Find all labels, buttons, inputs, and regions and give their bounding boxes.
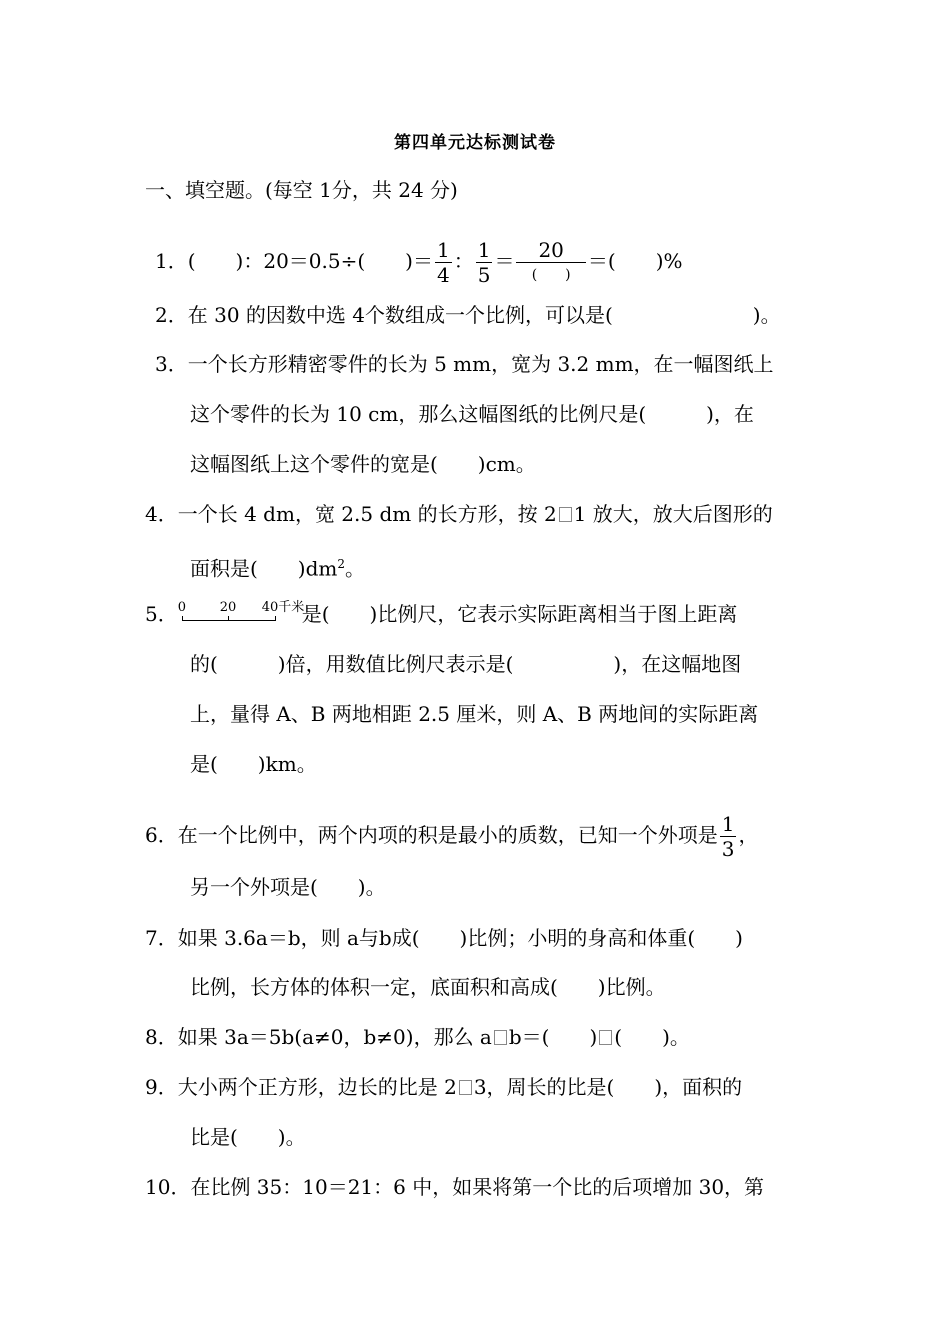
question-number: 7． (145, 926, 178, 950)
question-3-line-2: 这个零件的长为 10 cm，那么这幅图纸的比例尺是( )，在 (190, 402, 754, 426)
question-9 (145, 1073, 742, 1101)
question-text: 如果 3.6a＝b，则 a与b成( )比例；小明的身高和体重( ) (177, 926, 743, 950)
question-number: 5． (145, 602, 178, 626)
question-8 (145, 1023, 690, 1051)
question-text: 在一个比例中，两个内项的积是最小的质数，已知一个外项是 (177, 823, 718, 847)
question-6 (145, 812, 758, 861)
question-7 (145, 924, 743, 952)
colon: ： (453, 249, 474, 273)
superscript: 2 (337, 557, 346, 571)
ratio-colon-box (559, 507, 572, 522)
fraction-1-3: $\frac{1}{3}$ (721, 812, 735, 861)
ratio-colon-box (459, 1080, 472, 1095)
question-5 (145, 600, 737, 628)
question-text: 面积是( )dm (190, 556, 338, 581)
question-text: 3，周长的比是( )，面积的 (473, 1075, 743, 1099)
question-3 (155, 350, 774, 378)
question-text: 一个长 4 dm，宽 2.5 dm 的长方形，按 2 (177, 502, 557, 526)
question-text: 。 (345, 556, 366, 581)
ratio-colon-box (599, 1030, 612, 1045)
question-text: 是( )比例尺，它表示实际距离相当于图上距离 (301, 602, 738, 626)
question-4-line-2 (190, 550, 365, 583)
question-text: ， (738, 823, 759, 847)
question-2 (155, 301, 781, 329)
ratio-colon-box (494, 1030, 507, 1045)
question-number: 10． (145, 1175, 191, 1199)
fraction-1-4: $\frac{1}{4}$ (436, 238, 450, 287)
question-number: 2． (155, 303, 188, 327)
question-4 (145, 500, 773, 528)
question-5-line-3: 上，量得 A、B 两地相距 2.5 厘米，则 A、B 两地间的实际距离 (190, 702, 759, 726)
question-3-line-3: 这幅图纸上这个零件的宽是( )cm。 (190, 452, 536, 476)
question-7-line-2: 比例，长方体的体积一定，底面积和高成( )比例。 (190, 975, 666, 999)
question-text: b＝( ) (508, 1025, 598, 1049)
line-scale-ruler (177, 600, 305, 628)
equals: ＝ (494, 249, 515, 273)
question-number: 6． (145, 823, 178, 847)
question-number: 8． (145, 1025, 178, 1049)
question-number: 9． (145, 1075, 178, 1099)
question-text: 在比例 35：10＝21：6 中，如果将第一个比的后项增加 30，第 (190, 1175, 765, 1199)
question-number: 3． (155, 352, 188, 376)
question-10 (145, 1173, 764, 1201)
scale-label-40: 40千米 (261, 600, 305, 615)
question-text: 一个长方形精密零件的长为 5 mm，宽为 3.2 mm，在一幅图纸上 (187, 352, 774, 376)
question-text: 大小两个正方形，边长的比是 2 (177, 1075, 457, 1099)
scale-bar (182, 616, 276, 621)
fraction-1-5: $\frac{1}{5}$ (477, 238, 491, 287)
question-6-line-2: 另一个外项是( )。 (190, 875, 386, 899)
scale-label-0: 0 (177, 600, 187, 615)
question-1 (155, 238, 683, 287)
question-text: 在 30 的因数中选 4个数组成一个比例，可以是( )。 (187, 303, 781, 327)
question-text: 1 放大，放大后图形的 (573, 502, 773, 526)
question-number: 1． (155, 249, 188, 273)
page-title: 第四单元达标测试卷 (394, 133, 556, 153)
question-9-line-2: 比是( )。 (190, 1125, 306, 1149)
fraction-20-blank: $\frac{20}{( )}$ (516, 238, 585, 287)
question-5-line-4: 是( )km。 (190, 752, 317, 776)
question-5-line-2: 的( )倍，用数值比例尺表示是( )，在这幅地图 (190, 652, 742, 676)
scale-label-20: 20 (219, 600, 237, 615)
question-number: 4． (145, 502, 178, 526)
scale-tick (228, 616, 229, 620)
question-text: 如果 3a＝5b(a≠0，b≠0)，那么 a (177, 1025, 492, 1049)
question-text: ( )。 (614, 1025, 690, 1049)
question-text: ＝( )% (587, 249, 683, 273)
question-text: ( )：20＝0.5÷( )＝ (187, 249, 433, 273)
section-heading: 一、填空题。(每空 1分，共 24 分) (145, 178, 458, 202)
